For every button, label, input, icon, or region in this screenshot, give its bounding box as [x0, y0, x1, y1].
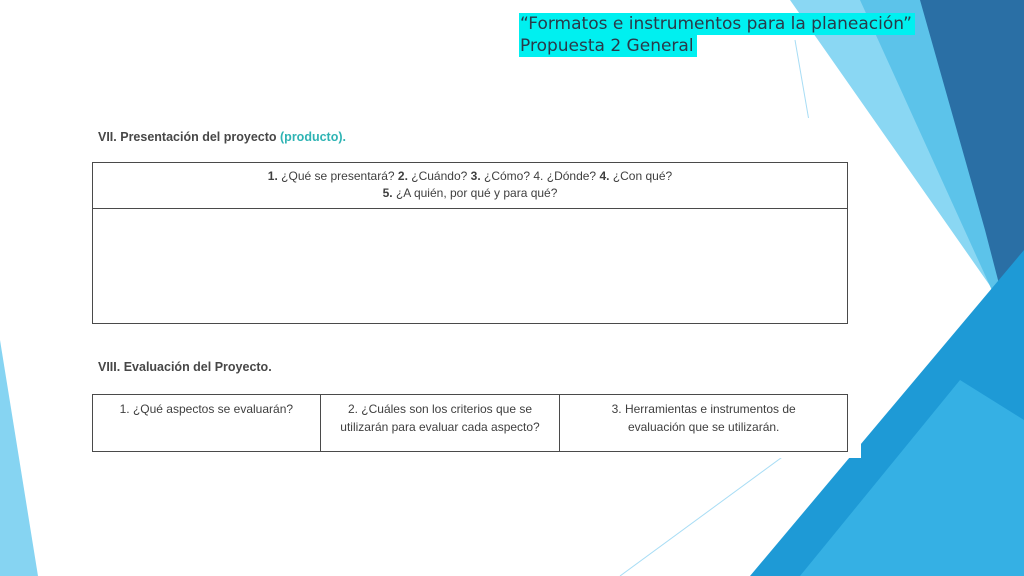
- section7-heading-text: VII. Presentación del proyecto: [98, 130, 277, 144]
- q4b-text: ¿Con qué?: [612, 169, 673, 183]
- evaluation-table: [92, 394, 848, 452]
- q5-num: 5.: [382, 186, 393, 200]
- evaluation-col-3: 3. Herramientas e instrumentos de evaluación que se utilizarán.: [559, 395, 847, 451]
- section8-heading: VIII. Evaluación del Proyecto.: [98, 360, 272, 374]
- q3-text: ¿Cómo?: [484, 169, 531, 183]
- slide-title-line2: Propuesta 2 General: [519, 35, 697, 57]
- q4-num: 4.: [533, 169, 544, 183]
- q3-num: 3.: [470, 169, 481, 183]
- q4b-num: 4.: [599, 169, 610, 183]
- deco-left-shard: [0, 340, 38, 576]
- q2-num: 2.: [397, 169, 408, 183]
- q1-num: 1.: [267, 169, 278, 183]
- q4-text: ¿Dónde?: [546, 169, 597, 183]
- document-image: [76, 118, 861, 458]
- evaluation-col-2: 2. ¿Cuáles son los criterios que se utilizarán para evaluar cada aspecto?: [320, 395, 560, 451]
- presentation-table: [92, 162, 848, 324]
- section7-heading-accent: (producto).: [280, 130, 346, 144]
- evaluation-row: [93, 395, 847, 451]
- evaluation-col-1: 1. ¿Qué aspectos se evaluarán?: [119, 402, 294, 416]
- questions-line2: [93, 185, 847, 202]
- q5-text: ¿A quién, por qué y para qué?: [395, 186, 558, 200]
- q1-text: ¿Qué se presentará?: [281, 169, 395, 183]
- section7-heading: [98, 130, 346, 144]
- q2-text: ¿Cuándo?: [411, 169, 468, 183]
- slide-title: [519, 13, 915, 57]
- presentation-questions: [93, 163, 847, 209]
- slide-title-line1: “Formatos e instrumentos para la planeación”: [519, 13, 915, 35]
- questions-line1: [93, 168, 847, 185]
